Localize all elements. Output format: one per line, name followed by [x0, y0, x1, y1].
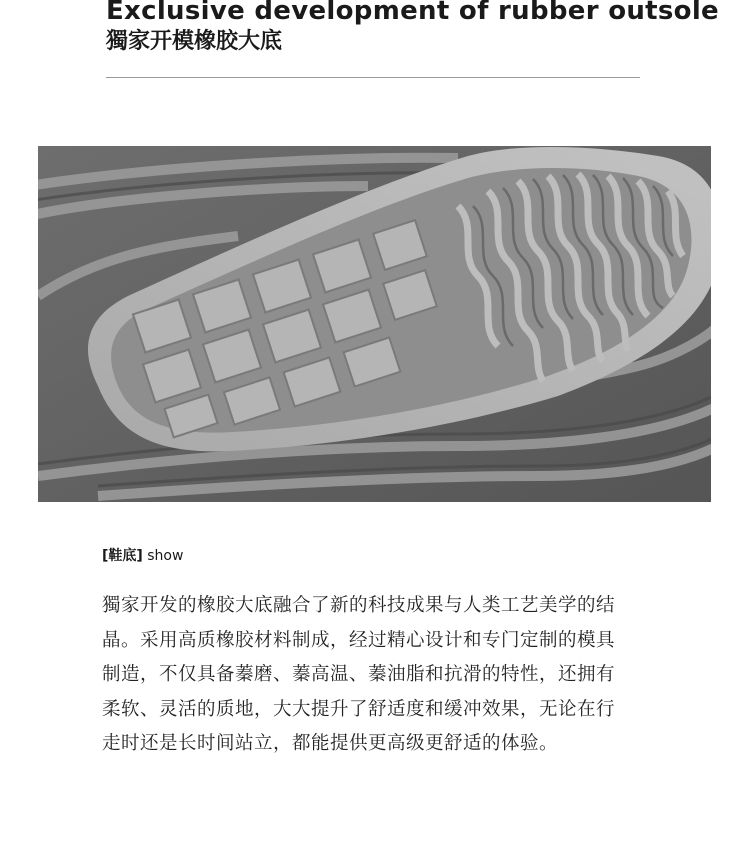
divider [106, 77, 640, 78]
description-paragraph: 獨家开发的橡胶大底融合了新的科技成果与人类工艺美学的结晶。采用高质橡胶材料制成，经过精心设计和专门定制的模具制造，不仅具备蓁磨、蓁高温、蓁油脂和抗滑的特性，还拥有柔软、灵活的质地，大大提升了舒适度和缓冲效果，无论在行走时还是长时间站立，都能提供更高级更舒适的体验。 [102, 595, 616, 754]
photo-caption [102, 546, 183, 566]
title-chinese: 獨家开模橡胶大底 [106, 29, 283, 54]
rubber-outsole-photo [38, 146, 711, 502]
title-english: Exclusive development of rubber outsole [106, 0, 719, 26]
caption-tag: [鞋底] [102, 548, 143, 564]
caption-text: show [142, 548, 184, 564]
